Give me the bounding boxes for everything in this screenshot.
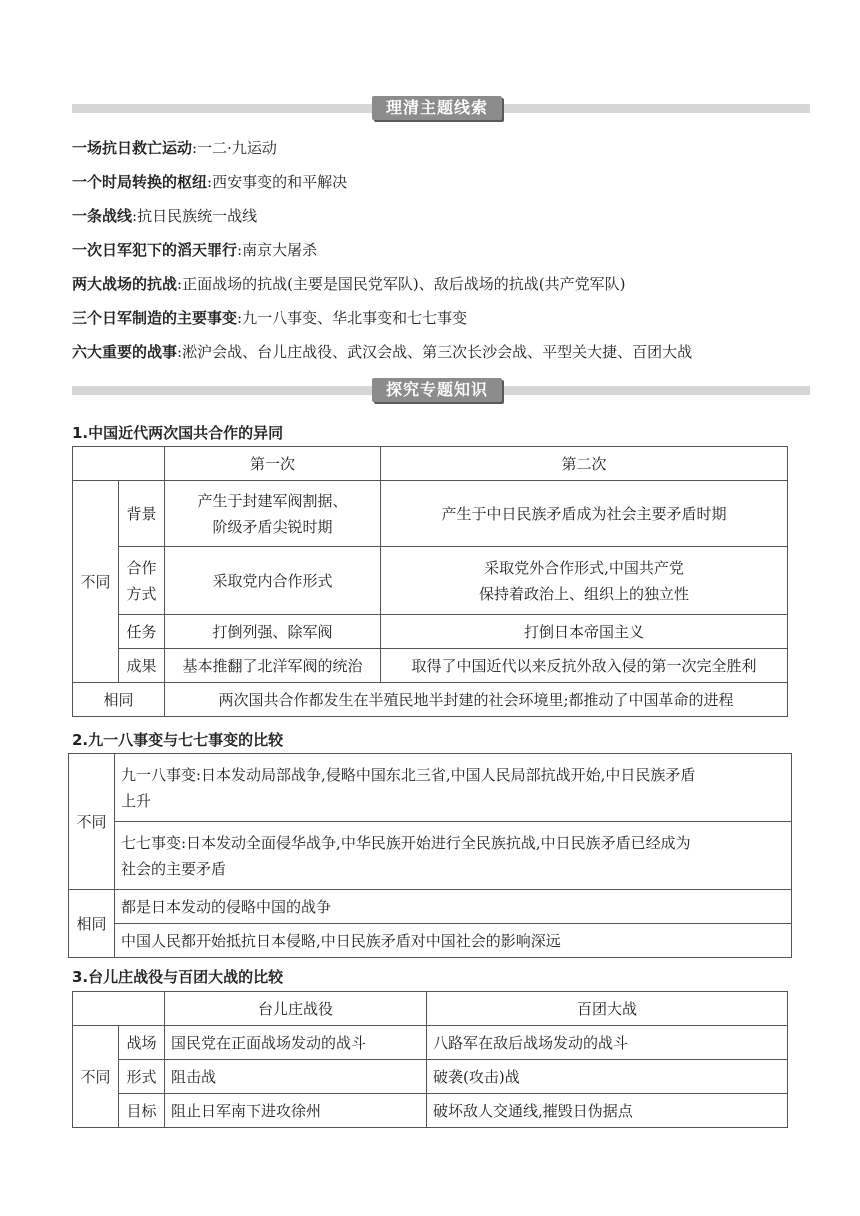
table-row xyxy=(73,992,788,1026)
table-cell: 八路军在敌后战场发动的战斗 xyxy=(427,1026,788,1060)
table-cell: 七七事变:日本发动全面侵华战争,中华民族开始进行全民族抗战,中日民族矛盾已经成为 社会的主要矛盾 xyxy=(115,822,792,890)
banner-title: 探究专题知识 xyxy=(372,378,502,402)
table-cell: 都是日本发动的侵略中国的战争 xyxy=(115,890,792,924)
column-header: 百团大战 xyxy=(427,992,788,1026)
clue-line-2: 一个时局转换的枢纽:西安事变的和平解决 xyxy=(72,173,348,191)
table-row xyxy=(73,683,788,717)
clue-line-3: 一条战线:抗日民族统一战线 xyxy=(72,207,258,225)
row-group-label: 相同 xyxy=(69,890,115,958)
table-row xyxy=(73,1026,788,1060)
row-label: 目标 xyxy=(119,1094,165,1128)
comparison-table-3 xyxy=(72,991,788,1128)
table-row xyxy=(73,615,788,649)
table-cell: 中国人民都开始抵抗日本侵略,中日民族矛盾对中国社会的影响深远 xyxy=(115,924,792,958)
comparison-table-2 xyxy=(68,753,792,958)
column-header: 台儿庄战役 xyxy=(165,992,427,1026)
table-row xyxy=(73,649,788,683)
row-label: 战场 xyxy=(119,1026,165,1060)
section-title-3: 3.台儿庄战役与百团大战的比较 xyxy=(72,968,284,986)
section-title-2: 2.九一八事变与七七事变的比较 xyxy=(72,731,284,749)
table-cell: 破袭(攻击)战 xyxy=(427,1060,788,1094)
table-cell: 产生于中日民族矛盾成为社会主要矛盾时期 xyxy=(381,481,788,547)
table-cell: 阻击战 xyxy=(165,1060,427,1094)
clue-line-7: 六大重要的战事:淞沪会战、台儿庄战役、武汉会战、第三次长沙会战、平型关大捷、百团大战 xyxy=(72,343,693,361)
table-cell: 阻止日军南下进攻徐州 xyxy=(165,1094,427,1128)
table-cell: 打倒日本帝国主义 xyxy=(381,615,788,649)
comparison-table-1 xyxy=(72,446,788,717)
table-cell: 产生于封建军阀割据、 阶级矛盾尖锐时期 xyxy=(165,481,381,547)
table-row xyxy=(73,447,788,481)
table-cell: 基本推翻了北洋军阀的统治 xyxy=(165,649,381,683)
banner-title: 理清主题线索 xyxy=(372,96,502,120)
table-cell: 采取党内合作形式 xyxy=(165,547,381,615)
row-group-label: 不同 xyxy=(73,1026,119,1128)
column-header: 第一次 xyxy=(165,447,381,481)
section-title-1: 1.中国近代两次国共合作的异同 xyxy=(72,424,284,442)
row-label: 合作 方式 xyxy=(119,547,165,615)
table-row xyxy=(73,1094,788,1128)
table-row xyxy=(69,754,792,822)
section-banner-clues xyxy=(72,96,810,122)
table-cell: 取得了中国近代以来反抗外敌入侵的第一次完全胜利 xyxy=(381,649,788,683)
table-row xyxy=(73,481,788,547)
clue-line-5: 两大战场的抗战:正面战场的抗战(主要是国民党军队)、敌后战场的抗战(共产党军队) xyxy=(72,275,626,293)
table-row xyxy=(69,890,792,924)
table-cell: 两次国共合作都发生在半殖民地半封建的社会环境里;都推动了中国革命的进程 xyxy=(165,683,788,717)
clue-line-1: 一场抗日救亡运动:一二·九运动 xyxy=(72,139,277,157)
section-banner-knowledge xyxy=(72,378,810,404)
table-cell: 破坏敌人交通线,摧毁日伪据点 xyxy=(427,1094,788,1128)
clue-line-6: 三个日军制造的主要事变:九一八事变、华北事变和七七事变 xyxy=(72,309,468,327)
clue-line-4: 一次日军犯下的滔天罪行:南京大屠杀 xyxy=(72,241,318,259)
table-row xyxy=(73,547,788,615)
row-group-label: 不同 xyxy=(73,481,119,683)
table-cell: 国民党在正面战场发动的战斗 xyxy=(165,1026,427,1060)
table-row xyxy=(73,1060,788,1094)
table-row xyxy=(69,924,792,958)
row-label: 形式 xyxy=(119,1060,165,1094)
row-group-label: 相同 xyxy=(73,683,165,717)
table-cell: 采取党外合作形式,中国共产党 保持着政治上、组织上的独立性 xyxy=(381,547,788,615)
table-cell: 九一八事变:日本发动局部战争,侵略中国东北三省,中国人民局部抗战开始,中日民族矛盾 上升 xyxy=(115,754,792,822)
table-row xyxy=(69,822,792,890)
row-label: 成果 xyxy=(119,649,165,683)
column-header: 第二次 xyxy=(381,447,788,481)
row-label: 背景 xyxy=(119,481,165,547)
row-label: 任务 xyxy=(119,615,165,649)
table-cell: 打倒列强、除军阀 xyxy=(165,615,381,649)
row-group-label: 不同 xyxy=(69,754,115,890)
